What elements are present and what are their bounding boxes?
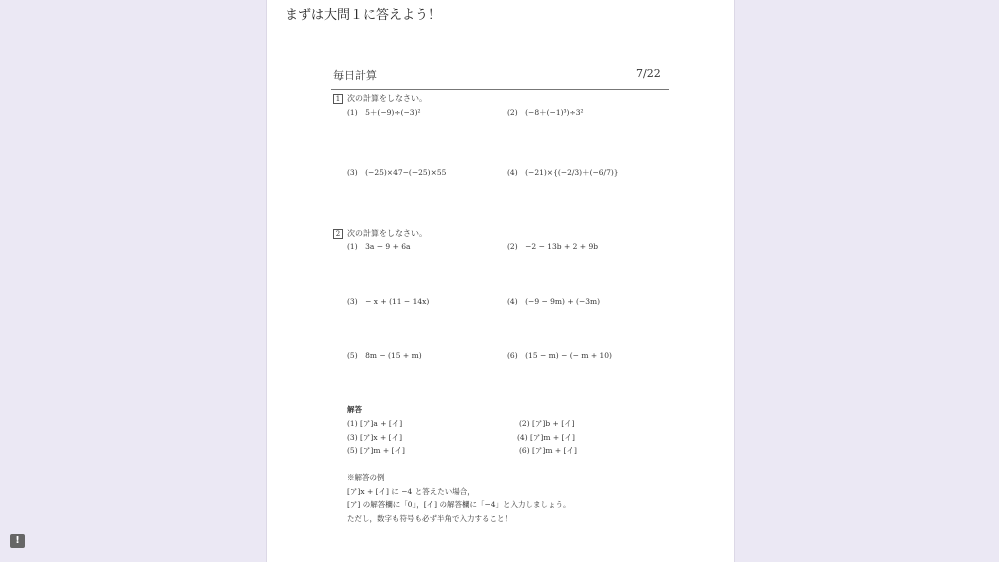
answer-title: 解答: [347, 405, 362, 414]
answer-format: (1) [ア]a + [イ]: [347, 419, 403, 428]
section-number: 2: [333, 229, 343, 239]
problem: (2) −2 − 13b + 2 + 9b: [507, 242, 599, 251]
answer-format: (5) [ア]m + [イ]: [347, 446, 405, 455]
example-title: ※解答の例: [347, 473, 385, 482]
page-number: 7/22: [636, 67, 661, 80]
example-line: [ア]x + [イ] に −4 と答えたい場合，: [347, 487, 475, 496]
problem: (4) (−9 − 9m) + (−3m): [507, 297, 601, 306]
document-page: [266, 0, 735, 562]
section-number: 1: [333, 94, 343, 104]
answer-format: (2) [ア]b + [イ]: [519, 419, 575, 428]
problem: (1) 5＋(−9)÷(−3)²: [347, 108, 421, 117]
problem: (1) 3a − 9 + 6a: [347, 242, 411, 251]
problem: (3) (−25)×47−(−25)×55: [347, 168, 447, 177]
section-1-header: [333, 93, 427, 104]
divider: [331, 89, 669, 90]
answer-format: (4) [ア]m + [イ]: [517, 433, 575, 442]
answer-format: (3) [ア]x + [イ]: [347, 433, 402, 442]
problem: (6) (15 − m) − (− m + 10): [507, 351, 612, 360]
section-2-header: [333, 228, 427, 239]
example-line: ただし，数字も符号も必ず半角で入力すること！: [347, 514, 512, 523]
problem: (2) (−8＋(−1)³)÷3²: [507, 108, 584, 117]
section-instruction: 次の計算をしなさい。: [347, 94, 427, 103]
answer-format: (6) [ア]m + [イ]: [519, 446, 577, 455]
example-line: [ア] の解答欄に「0」，[イ] の解答欄に「−4」と入力しましょう。: [347, 500, 571, 509]
worksheet-title: 毎日計算: [333, 69, 377, 82]
feedback-icon[interactable]: !: [10, 534, 25, 548]
problem: (3) − x + (11 − 14x): [347, 297, 430, 306]
problem: (4) (−21)×{(−2/3)＋(−6/7)}: [507, 168, 619, 177]
instruction-text: まずは大問１に答えよう！: [285, 8, 442, 23]
problem: (5) 8m − (15 + m): [347, 351, 422, 360]
section-instruction: 次の計算をしなさい。: [347, 229, 427, 238]
